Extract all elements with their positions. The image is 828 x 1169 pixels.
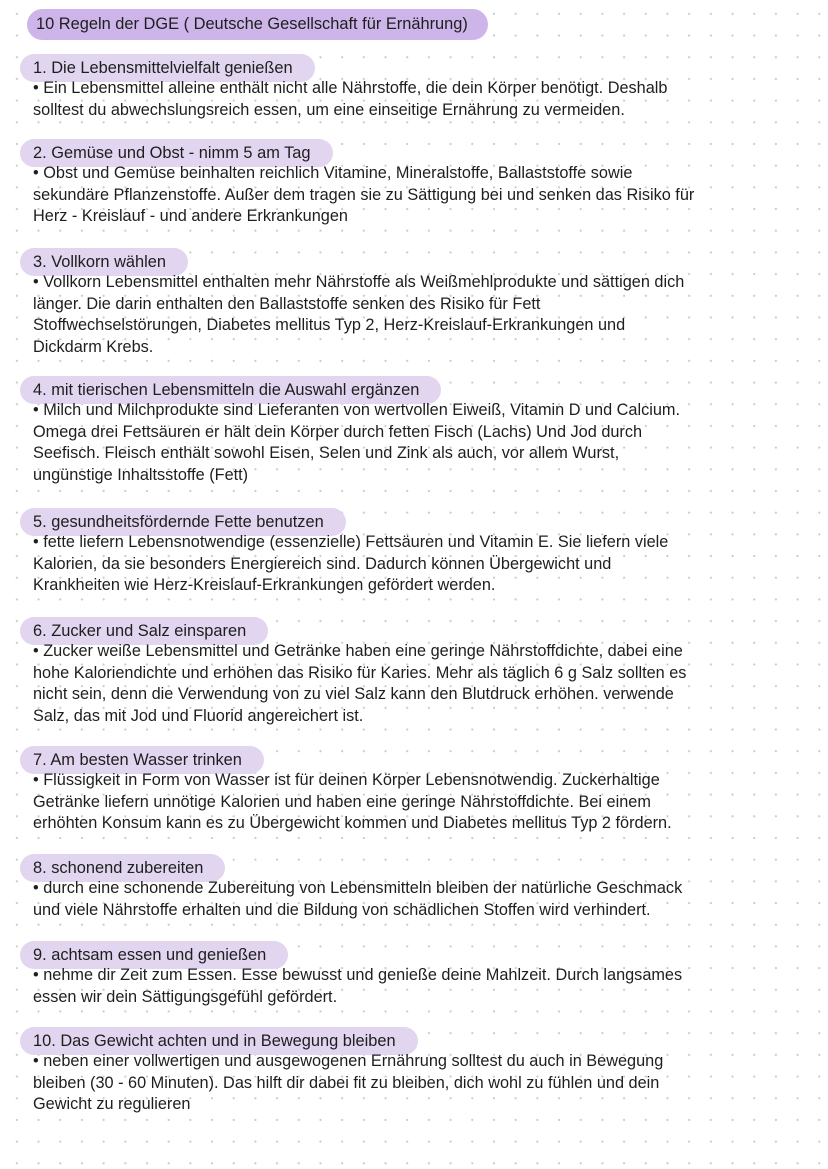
rule-text: • fette liefern Lebensnotwendige (essenzielle) Fettsäuren und Vitamin E. Sie liefern viele Kalorien, da sie besonders Energiereich sind. Dadurch können Übergewicht und Krankheiten wie Herz-Kreislauf-Erkrankungen gefördert werden.: [33, 533, 669, 595]
rule-text: • nehme dir Zeit zum Essen. Esse bewusst und genieße deine Mahlzeit. Durch langsames essen wir dein Sättigungsgefühl gefördert.: [33, 966, 683, 1006]
rule-text: • Ein Lebensmittel alleine enthält nicht alle Nährstoffe, die dein Körper benötigt. Deshalb solltest du abwechslungsreich essen, um eine einseitige Ernährung zu vermeiden.: [33, 79, 668, 119]
rule-heading: 5. gesundheitsfördernde Fette benutzen: [20, 508, 346, 536]
rule-7: [20, 746, 810, 835]
rule-3: [20, 248, 810, 359]
rule-9: [20, 941, 810, 1008]
rule-text: • Milch und Milchprodukte sind Lieferanten von wertvollen Eiweiß, Vitamin D und Calcium. Omega drei Fettsäuren er hält dein Körper durch fetten Fisch (Lachs) Und Jod durch Seefisch. Fleisch enthält sowohl Eisen, Selen und Zink als auch, vor allem Wurst, ungünstige Inhaltsstoffe (Fett): [33, 401, 680, 485]
page-title: 10 Regeln der DGE ( Deutsche Gesellschaft für Ernährung): [27, 9, 488, 40]
rule-heading: 9. achtsam essen und genießen: [20, 941, 288, 969]
rule-4: [20, 376, 810, 487]
rule-heading: 6. Zucker und Salz einsparen: [20, 617, 268, 645]
rule-1: [20, 54, 810, 121]
rule-6: [20, 617, 810, 728]
rule-heading: 7. Am besten Wasser trinken: [20, 746, 264, 774]
rule-text: • Zucker weiße Lebensmittel und Getränke haben eine geringe Nährstoffdichte, dabei eine hohe Kaloriendichte und erhöhen das Risiko für Karies. Mehr als täglich 6 g Salz sollten es nicht sein, denn die Verwendung von zu viel Salz kann den Blutdruck erhöhen. verwende Salz, das mit Jod und Fluorid angereichert ist.: [33, 642, 687, 726]
rule-text: • durch eine schonende Zubereitung von Lebensmitteln bleiben der natürliche Geschmack und viele Nährstoffe erhalten und die Bildung von schädlichen Stoffen wird verhindert.: [33, 879, 683, 919]
rule-heading: 10. Das Gewicht achten und in Bewegung bleiben: [20, 1027, 418, 1055]
rule-heading: 4. mit tierischen Lebensmitteln die Auswahl ergänzen: [20, 376, 441, 404]
rule-heading: 2. Gemüse und Obst - nimm 5 am Tag: [20, 139, 333, 167]
rule-8: [20, 854, 810, 921]
rule-heading: 8. schonend zubereiten: [20, 854, 225, 882]
rule-text: • neben einer vollwertigen und ausgewogenen Ernährung solltest du auch in Bewegung bleiben (30 - 60 Minuten). Das hilft dir dabei fit zu bleiben, dich wohl zu fühlen und dein Gewicht zu regulieren: [33, 1052, 664, 1114]
rule-text: • Obst und Gemüse beinhalten reichlich Vitamine, Mineralstoffe, Ballaststoffe sowie sekundäre Pflanzenstoffe. Außer dem tragen sie zu Sättigung bei und senken das Risiko für Herz - Kreislauf - und andere Erkrankungen: [33, 164, 695, 226]
rule-heading: 1. Die Lebensmittelvielfalt genießen: [20, 54, 315, 82]
rule-text: • Flüssigkeit in Form von Wasser ist für deinen Körper Lebensnotwendig. Zuckerhaltige Getränke liefern unnötige Kalorien und haben eine geringe Nährstoffdichte. Bei einem erhöhten Konsum kann es zu Übergewicht kommen und Diabetes mellitus Typ 2 fördern.: [33, 771, 672, 833]
rule-10: [20, 1027, 810, 1116]
rule-2: [20, 139, 810, 228]
rule-5: [20, 508, 810, 597]
rule-text: • Vollkorn Lebensmittel enthalten mehr Nährstoffe als Weißmehlprodukte und sättigen dich länger. Die darin enthalten den Ballaststoffe senken des Risiko für Fett Stoffwechselstörungen, Diabetes mellitus Typ 2, Herz-Kreislauf-Erkrankungen und Dickdarm Krebs.: [33, 273, 685, 357]
rule-heading: 3. Vollkorn wählen: [20, 248, 188, 276]
